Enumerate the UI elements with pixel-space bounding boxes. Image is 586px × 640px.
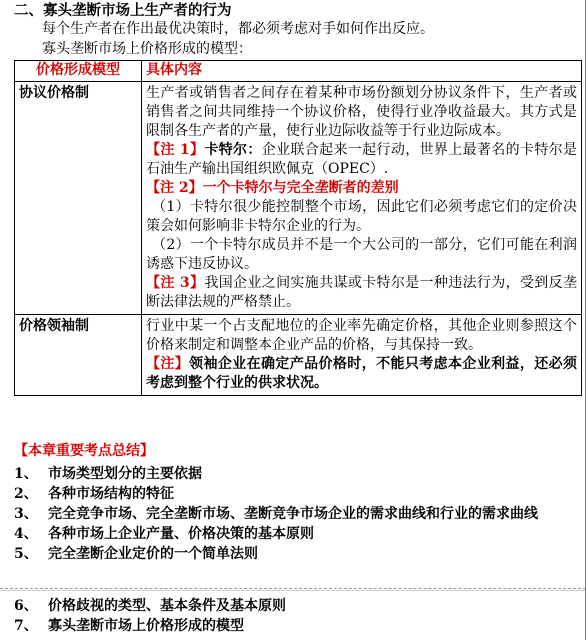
list-item: [14, 616, 580, 636]
content-paragraph: 生产者或销售者之间存在着某种市场份额划分协议条件下，生产者或销售者之间共同维持一个协议价格，使得行业净收益最大。其方式是限制各生产者的产量，使行业边际收益等于行业边际成本。: [146, 85, 577, 139]
note-bold: 领袖企业在确定产品价格时，不能只考虑本企业利益，还必须考虑到整个行业的供求状况。: [146, 356, 578, 391]
item-number: 5、: [14, 546, 38, 562]
table-row: [15, 82, 582, 315]
note-1: [146, 141, 577, 179]
model-content: [142, 315, 582, 396]
price-model-table: [14, 60, 582, 396]
header-content: 具体内容: [142, 61, 582, 82]
item-number: 3、: [14, 506, 38, 522]
model-content: [142, 82, 582, 315]
header-model: 价格形成模型: [15, 61, 142, 82]
content-paragraph: （1）卡特尔很少能控制整个市场，因此它们必须考虑它们的定价决策会如何影响非卡特尔企业的行为。: [146, 199, 577, 234]
list-item: [14, 596, 580, 616]
item-text: 价格歧视的类型、基本条件及基本原则: [48, 598, 286, 614]
note-label: 【注】: [146, 356, 190, 372]
note-label: 【注 2】: [146, 180, 203, 196]
note-label: 【注 3】: [146, 275, 205, 291]
note-label: 【注 1】: [146, 142, 205, 158]
item-number: 4、: [14, 526, 38, 542]
note-bold: 一个卡特尔与完全垄断者的差别: [202, 180, 399, 196]
note-bold: 卡特尔：: [204, 142, 262, 158]
content-paragraph: （2）一个卡特尔成员并不是一个大公司的一部分，它们可能在利润诱惑下违反协议。: [146, 237, 577, 272]
item-text: 各种市场上企业产量、价格决策的基本原则: [48, 526, 314, 542]
note-3: [146, 274, 577, 312]
list-item: [14, 464, 580, 484]
note-leader: [146, 355, 577, 393]
summary-title: 【本章重要考点总结】: [14, 443, 154, 459]
list-item: [14, 504, 580, 524]
list-item: [14, 524, 580, 544]
intro-line-2: 寡头垄断市场上价格形成的模型：: [42, 41, 252, 57]
content-paragraph: 行业中某一个占支配地位的企业率先确定价格，其他企业则参照这个价格来制定和调整本企业产品的价格，与其保持一致。: [146, 318, 577, 353]
table-row: [15, 315, 582, 396]
page-break-divider: [0, 588, 586, 589]
item-text: 市场类型划分的主要依据: [48, 466, 202, 482]
section-heading: 二、寡头垄断市场上生产者的行为: [14, 2, 232, 19]
list-item: [14, 484, 580, 504]
note-text: 我国企业之间实施共谋或卡特尔是一种违法行为，受到反垄断法律法规的严格禁止。: [146, 275, 578, 310]
model-name: 价格领袖制: [15, 315, 142, 396]
list-item: [14, 544, 580, 564]
item-number: 7、: [14, 618, 38, 634]
page-divider: [0, 590, 586, 591]
item-text: 完全竞争市场、完全垄断市场、垄断竞争市场企业的需求曲线和行业的需求曲线: [48, 506, 538, 522]
item-text: 各种市场结构的特征: [48, 486, 174, 502]
item-number: 6、: [14, 598, 38, 614]
note-2-heading: [146, 179, 577, 198]
summary-list: [14, 464, 580, 564]
item-text: 完全垄断企业定价的一个简单法则: [48, 546, 258, 562]
model-name: 协议价格制: [15, 82, 142, 315]
table-header-row: [15, 61, 582, 82]
item-number: 1、: [14, 466, 38, 482]
note-text: 企业联合起来一起行动，世界上最著名的卡特尔是石油生产输出国组织欧佩克（OPEC）.: [146, 142, 578, 177]
intro-line-1: 每个生产者在作出最优决策时，都必须考虑对手如何作出反应。: [42, 21, 434, 37]
item-number: 2、: [14, 486, 38, 502]
summary-list-continued: [14, 596, 580, 636]
item-text: 寡头垄断市场上价格形成的模型: [48, 618, 244, 634]
